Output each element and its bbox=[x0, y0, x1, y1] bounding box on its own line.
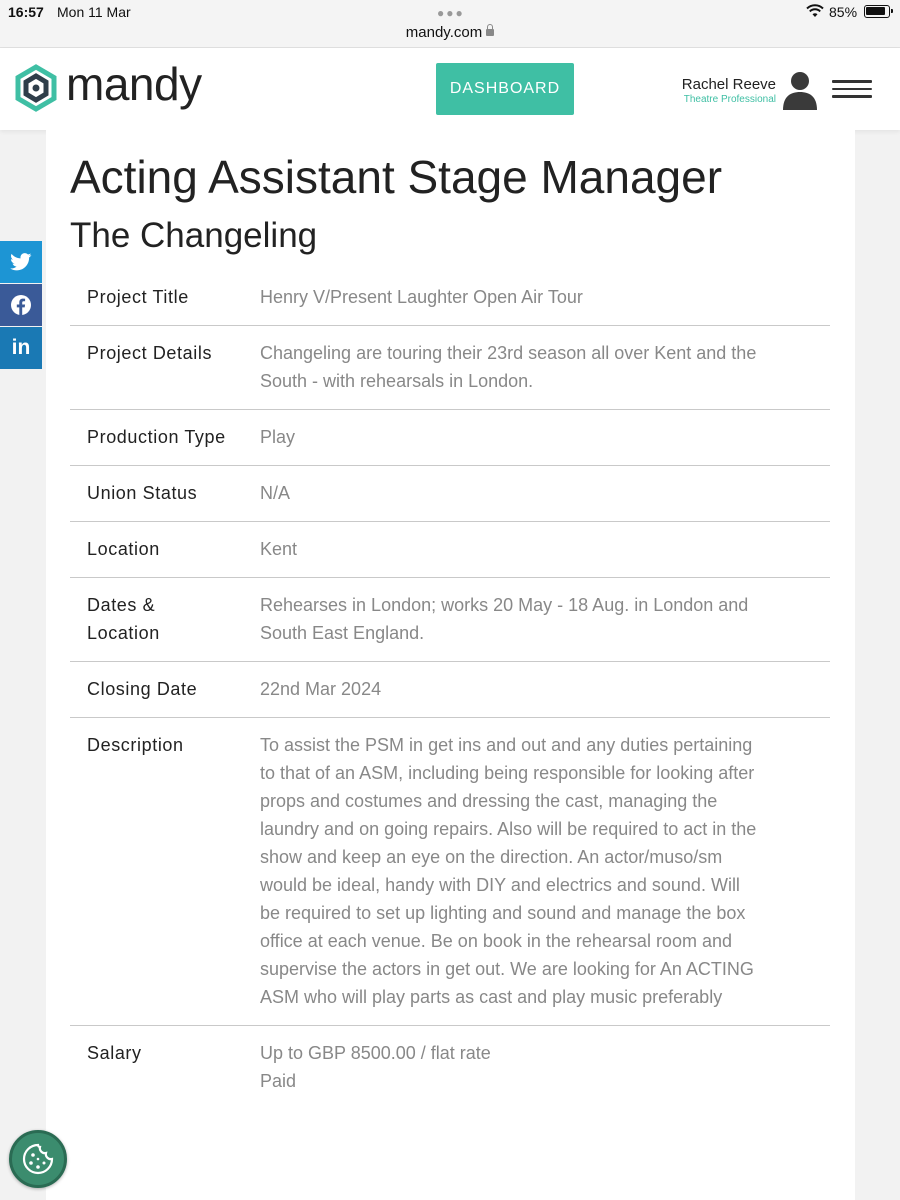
detail-label-line: Location bbox=[87, 539, 160, 559]
detail-label bbox=[70, 535, 260, 563]
wifi-icon bbox=[806, 4, 824, 18]
detail-value bbox=[260, 731, 805, 1011]
mandy-logo[interactable] bbox=[12, 58, 202, 114]
facebook-icon bbox=[10, 294, 32, 316]
detail-value bbox=[260, 535, 805, 563]
twitter-share-button[interactable] bbox=[0, 241, 42, 283]
logo-text: mandy bbox=[66, 58, 202, 110]
status-time: 16:57 bbox=[8, 4, 44, 20]
detail-label-line: Project Title bbox=[87, 287, 189, 307]
detail-value-line: Henry V/Present Laughter Open Air Tour bbox=[260, 287, 583, 307]
hamburger-menu-icon[interactable] bbox=[832, 80, 872, 100]
detail-label-line: Dates & bbox=[87, 595, 156, 615]
twitter-icon bbox=[10, 253, 32, 271]
battery-icon bbox=[864, 5, 890, 18]
detail-label bbox=[70, 479, 260, 507]
detail-label-line: Description bbox=[87, 735, 184, 755]
dashboard-button[interactable]: DASHBOARD bbox=[436, 63, 574, 115]
user-role: Theatre Professional bbox=[683, 94, 776, 105]
status-date: Mon 11 Mar bbox=[57, 4, 131, 20]
detail-row bbox=[70, 410, 830, 466]
detail-label bbox=[70, 591, 260, 647]
detail-label-line: Closing Date bbox=[87, 679, 198, 699]
detail-label-line: Project Details bbox=[87, 343, 213, 363]
user-name: Rachel Reeve bbox=[681, 76, 776, 93]
detail-value-line: Kent bbox=[260, 539, 298, 559]
mandy-logo-icon bbox=[12, 64, 60, 112]
lock-icon bbox=[486, 29, 494, 36]
detail-value-line: Rehearses in London; works 20 May - 18 Aug. in London and bbox=[260, 595, 749, 615]
detail-value-line: 22nd Mar 2024 bbox=[260, 679, 382, 699]
detail-value-line: to that of an ASM, including being responsible for looking after bbox=[260, 763, 755, 783]
detail-value bbox=[260, 423, 805, 451]
avatar-icon[interactable] bbox=[781, 70, 819, 110]
detail-row bbox=[70, 1026, 830, 1109]
site-header bbox=[0, 48, 900, 130]
detail-value-line: To assist the PSM in get ins and out and any duties pertaining bbox=[260, 735, 753, 755]
company-name: The Changeling bbox=[70, 216, 318, 255]
detail-value-line: laundry and on going repairs. Also will be required to act in the bbox=[260, 819, 757, 839]
detail-value bbox=[260, 1039, 805, 1095]
detail-row bbox=[70, 718, 830, 1026]
detail-label bbox=[70, 283, 260, 311]
detail-value-line: ASM who will play parts as cast and play music preferably bbox=[260, 987, 723, 1007]
detail-label-line: Salary bbox=[87, 1043, 142, 1063]
job-title: Acting Assistant Stage Manager bbox=[70, 151, 723, 203]
linkedin-share-button[interactable] bbox=[0, 327, 42, 369]
multitasking-dots-icon[interactable]: ●●● bbox=[437, 6, 465, 20]
detail-row bbox=[70, 662, 830, 718]
detail-row bbox=[70, 578, 830, 662]
detail-label bbox=[70, 731, 260, 1011]
detail-label bbox=[70, 675, 260, 703]
detail-value-line: Changeling are touring their 23rd season all over Kent and the bbox=[260, 343, 757, 363]
detail-value-line: be required to set up lighting and sound and manage the box bbox=[260, 903, 746, 923]
detail-value-line: Up to GBP 8500.00 / flat rate bbox=[260, 1043, 491, 1063]
linkedin-icon: in bbox=[11, 336, 31, 359]
detail-value-line: office at each venue. Be on book in the rehearsal room and bbox=[260, 931, 732, 951]
detail-label bbox=[70, 339, 260, 395]
detail-value-line: N/A bbox=[260, 483, 291, 503]
detail-value-line: Play bbox=[260, 427, 296, 447]
facebook-share-button[interactable] bbox=[0, 284, 42, 326]
detail-row bbox=[70, 326, 830, 410]
status-bar bbox=[0, 0, 900, 24]
battery-percent: 85% bbox=[829, 4, 858, 20]
detail-value bbox=[260, 675, 805, 703]
detail-value-line: would be ideal, handy with DIY and electrics and sound. Will bbox=[260, 875, 740, 895]
cookie-icon bbox=[21, 1142, 55, 1176]
detail-value bbox=[260, 339, 805, 395]
detail-value-line: props and costumes and dressing the cast, managing the bbox=[260, 791, 718, 811]
url-text[interactable]: mandy.com bbox=[405, 24, 483, 41]
detail-value-line: South East England. bbox=[260, 623, 425, 643]
detail-value bbox=[260, 591, 805, 647]
detail-label-line: Production Type bbox=[87, 427, 226, 447]
detail-label bbox=[70, 423, 260, 451]
job-card bbox=[46, 130, 855, 1200]
detail-row bbox=[70, 270, 830, 326]
job-details-table bbox=[70, 270, 830, 1109]
detail-value-line: supervise the actors in get out. We are looking for An ACTING bbox=[260, 959, 754, 979]
detail-value-line: South - with rehearsals in London. bbox=[260, 371, 534, 391]
cookie-settings-button[interactable] bbox=[9, 1130, 67, 1188]
detail-row bbox=[70, 522, 830, 578]
detail-value-line: Paid bbox=[260, 1071, 297, 1091]
detail-value bbox=[260, 479, 805, 507]
address-bar[interactable] bbox=[0, 24, 900, 48]
detail-label-line: Union Status bbox=[87, 483, 198, 503]
detail-label bbox=[70, 1039, 260, 1095]
detail-row bbox=[70, 466, 830, 522]
detail-label-line: Location bbox=[87, 623, 160, 643]
detail-value bbox=[260, 283, 805, 311]
user-info[interactable] bbox=[660, 76, 776, 105]
detail-value-line: show and keep an eye on the direction. An actor/muso/sm bbox=[260, 847, 723, 867]
